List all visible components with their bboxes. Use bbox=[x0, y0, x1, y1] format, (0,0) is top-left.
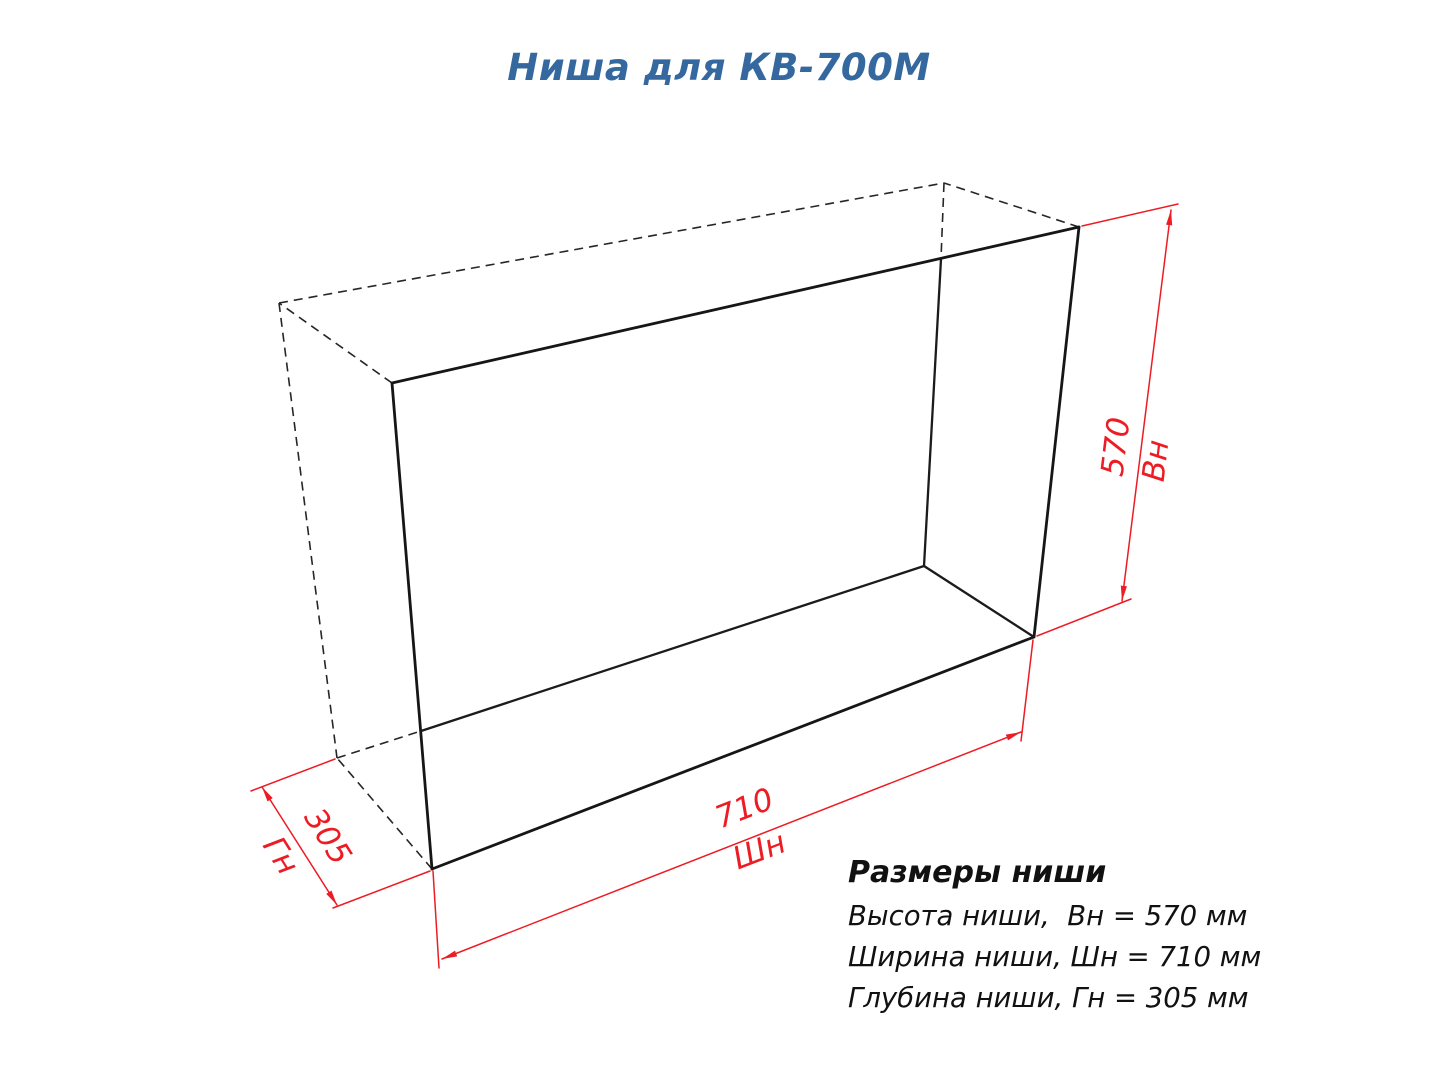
extension-line-depth-front bbox=[333, 871, 430, 908]
extension-line-width-left bbox=[433, 871, 439, 968]
hidden-edge-back-right-upper bbox=[941, 183, 944, 259]
drawing-title: Ниша для КВ-700М bbox=[507, 46, 931, 89]
legend-line-width: Ширина ниши, Шн = 710 мм bbox=[848, 941, 1262, 973]
extension-line-height-bottom bbox=[1037, 599, 1131, 636]
dimensions-legend bbox=[848, 855, 1261, 1014]
hidden-edges bbox=[279, 183, 1079, 872]
height-dimension-value: 570 bbox=[1094, 415, 1138, 479]
interior-edges bbox=[421, 259, 1034, 731]
front-edge-right bbox=[1034, 227, 1079, 637]
legend-line-depth: Глубина ниши, Гн = 305 мм bbox=[848, 982, 1249, 1014]
hidden-edge-depth-top-right bbox=[944, 183, 1079, 227]
interior-edge-back-right bbox=[924, 259, 941, 566]
front-opening-edges bbox=[392, 227, 1079, 869]
depth-dimension-value: 305 bbox=[296, 802, 359, 872]
hidden-edge-back-top bbox=[279, 183, 944, 303]
front-edge-top bbox=[392, 227, 1079, 383]
interior-edge-back-bottom bbox=[421, 566, 924, 731]
extension-line-depth-back bbox=[251, 759, 335, 791]
hidden-edge-back-left bbox=[279, 303, 337, 758]
depth-dimension bbox=[251, 759, 430, 908]
hidden-edge-back-bottom-left bbox=[337, 731, 421, 758]
dimension-line-height bbox=[1122, 210, 1171, 601]
depth-dimension-label: Гн bbox=[255, 830, 306, 882]
height-dimension-label: Вн bbox=[1135, 437, 1177, 484]
hidden-edge-depth-top-left bbox=[279, 303, 392, 383]
interior-edge-depth-bottom-right bbox=[924, 566, 1034, 637]
legend-heading: Размеры ниши bbox=[848, 855, 1107, 890]
width-dimension-label: Шн bbox=[728, 824, 791, 878]
extension-line-height-top bbox=[1082, 204, 1178, 226]
front-edge-left bbox=[392, 383, 432, 869]
legend-line-height: Высота ниши, Вн = 570 мм bbox=[848, 900, 1248, 932]
width-dimension-value: 710 bbox=[710, 781, 779, 837]
extension-line-width-right bbox=[1021, 640, 1033, 741]
front-edge-bottom bbox=[432, 637, 1034, 869]
